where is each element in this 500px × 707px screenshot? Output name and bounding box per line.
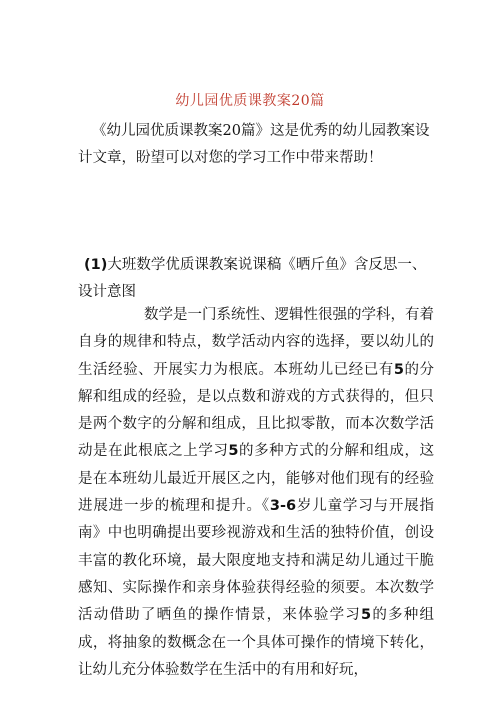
paragraph-number-4: 5 <box>361 607 372 624</box>
document-title: 幼儿园优质课教案20篇 <box>175 93 325 109</box>
paragraph-number-1: 5 <box>393 361 404 378</box>
paragraph-text-5: 的多种组成，将抽象的数概念在一个具体可操作的情境下转化，让幼儿充分体验数学在生活中的有用和好玩， <box>78 607 435 678</box>
section-heading-text: 大班数学优质课教案说课稿《晒斤鱼》含反思一、设计意图 <box>78 257 427 300</box>
body-paragraph <box>78 302 434 684</box>
paragraph-number-2: 5 <box>228 443 239 460</box>
paragraph-text-2: 的分解和组成的经验，是以点数和游戏的方式获得的，但只是两个数字的分解和组成，且比拟零散，而本次数学活动是在此根底之上学习 <box>78 361 435 460</box>
paragraph-text-1: 数学是一门系统性、逻辑性很强的学科，有着自身的规律和特点，数学活动内容的选择，要以幼儿的生活经验、开展实力为根底。本班幼儿已经已有 <box>78 307 434 378</box>
section-number: (1) <box>84 257 108 273</box>
section-heading <box>78 252 434 306</box>
intro-paragraph: 《幼儿园优质课教案20篇》这是优秀的幼儿园教案设计文章，盼望可以对您的学习工作中带来帮助！ <box>78 123 430 166</box>
paragraph-text-3: 的多种方式的分解和组成，这是在本班幼儿最近开展区之内，能够对他们现有的经验进展进一步的梳理和提升。《 <box>78 443 435 515</box>
paragraph-number-3: 3-6 <box>269 498 297 515</box>
paragraph-text-4: 岁儿童学习与开展指南》中也明确提出要珍视游戏和生活的独特价值，创设丰富的教化环境，最大限度地支持和满足幼儿通过干脆感知、实际操作和亲身体验获得经验的须要。本次数学活动借助了晒鱼的操作情景，来体验学习 <box>78 498 435 624</box>
